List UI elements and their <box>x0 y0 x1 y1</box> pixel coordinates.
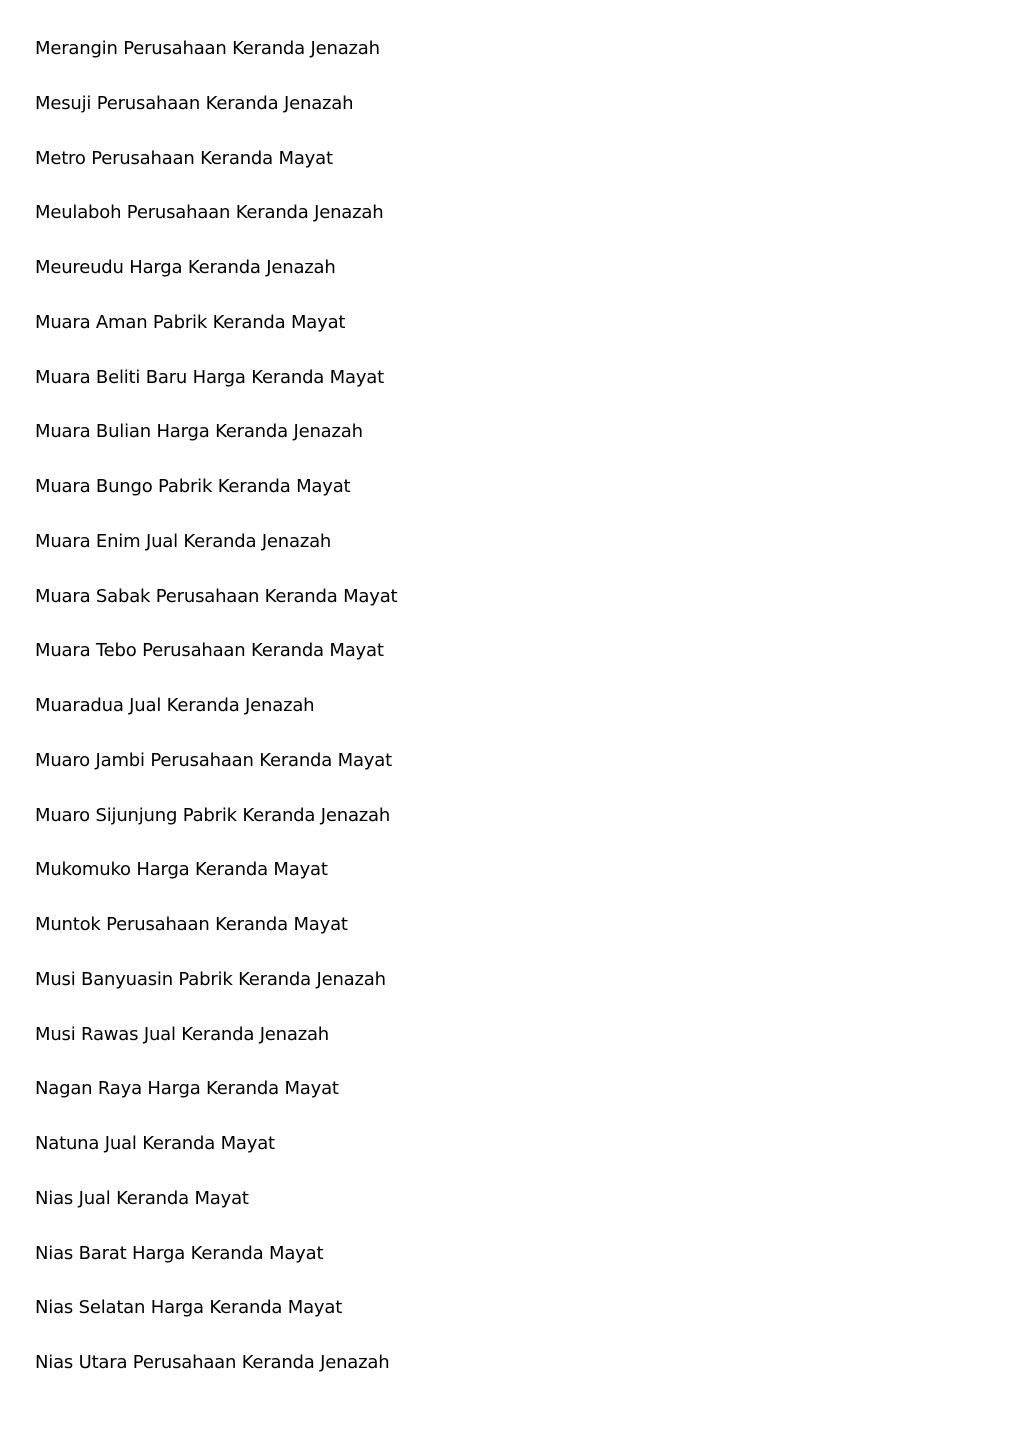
list-item: Musi Rawas Jual Keranda Jenazah <box>35 1023 330 1045</box>
list-item: Muara Bulian Harga Keranda Jenazah <box>35 421 363 443</box>
list-item: Muara Sabak Perusahaan Keranda Mayat <box>35 585 398 607</box>
list-item: Merangin Perusahaan Keranda Jenazah <box>35 38 380 59</box>
list-item: Meureudu Harga Keranda Jenazah <box>35 257 336 278</box>
list-item: Meulaboh Perusahaan Keranda Jenazah <box>35 202 384 224</box>
list-item: Muaro Jambi Perusahaan Keranda Mayat <box>35 749 392 771</box>
list-item: Muara Bungo Pabrik Keranda Mayat <box>35 476 351 497</box>
list-item: Muara Tebo Perusahaan Keranda Mayat <box>35 640 384 662</box>
list-item: Metro Perusahaan Keranda Mayat <box>35 147 333 169</box>
list-item: Nias Selatan Harga Keranda Mayat <box>35 1297 343 1319</box>
list-item: Muntok Perusahaan Keranda Mayat <box>35 914 348 935</box>
list-item: Mesuji Perusahaan Keranda Jenazah <box>35 92 354 114</box>
list-item: Muara Beliti Baru Harga Keranda Mayat <box>35 366 384 388</box>
list-item: Nias Utara Perusahaan Keranda Jenazah <box>35 1352 390 1373</box>
list-item: Muaro Sijunjung Pabrik Keranda Jenazah <box>35 804 391 826</box>
list-item: Mukomuko Harga Keranda Mayat <box>35 859 328 881</box>
list-item: Nagan Raya Harga Keranda Mayat <box>35 1078 339 1100</box>
list-item: Nias Barat Harga Keranda Mayat <box>35 1242 324 1264</box>
list-item: Muara Enim Jual Keranda Jenazah <box>35 530 332 552</box>
list-item: Musi Banyuasin Pabrik Keranda Jenazah <box>35 968 386 990</box>
list-item: Nias Jual Keranda Mayat <box>35 1187 249 1209</box>
list-item: Muara Aman Pabrik Keranda Mayat <box>35 311 346 333</box>
list-item: Natuna Jual Keranda Mayat <box>35 1133 275 1154</box>
location-list <box>35 34 397 1403</box>
list-item: Muaradua Jual Keranda Jenazah <box>35 695 315 716</box>
